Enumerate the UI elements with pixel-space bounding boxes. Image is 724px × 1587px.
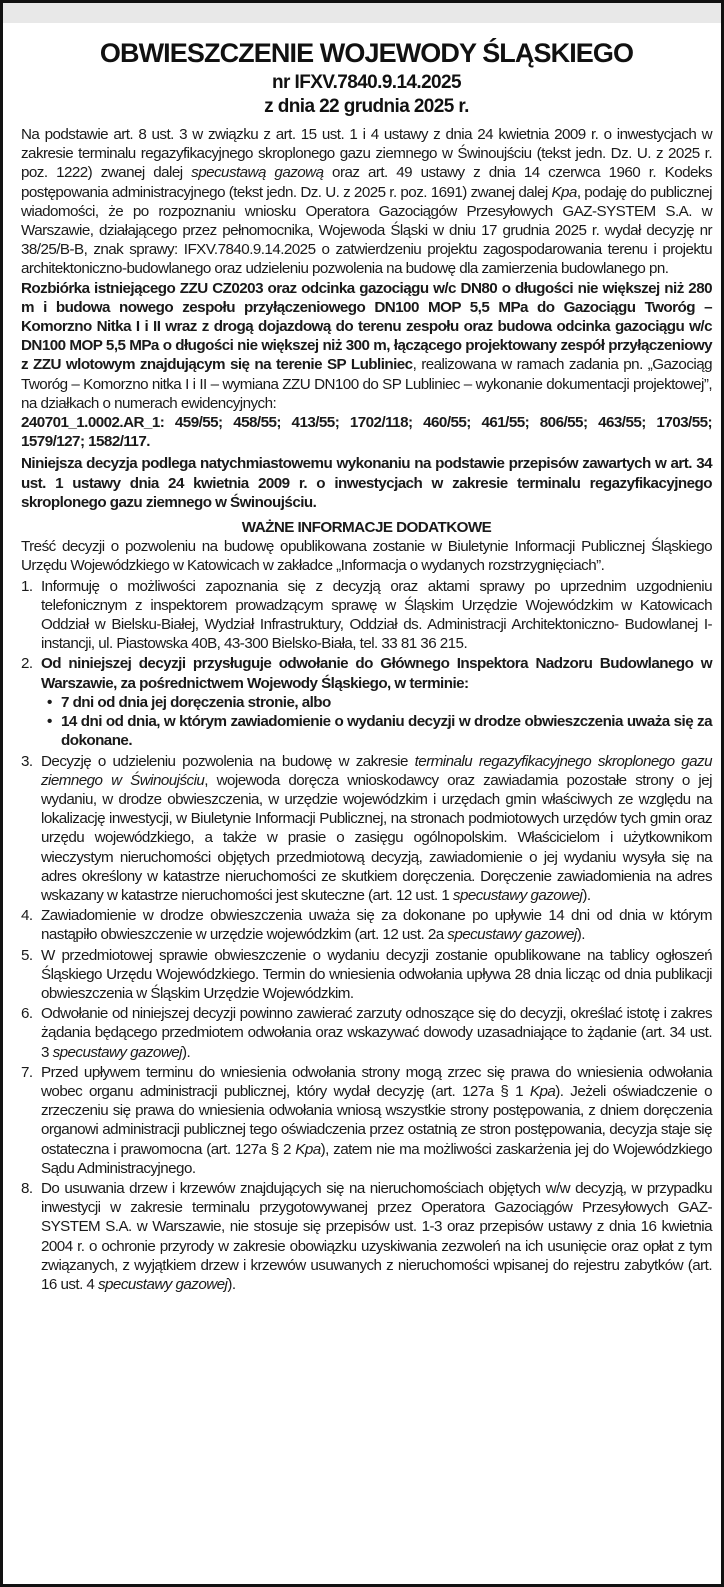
item-text: ). bbox=[582, 886, 591, 904]
project-name: Rozbiórka istniejącego ZZU CZ0203 oraz odcinka gazociągu w/c DN80 o długości nie większej niż 280 m i budowa nowego zespołu przyłączeniowego DN100 MOP 5,5 MPa do Gazociągu Tworóg – Komorzno Nitka I i II wraz z drogą dojazdową do terenu zespołu oraz budowa odcinka gazociągu w/c DN100 MOP 5,5 MPa o długości nie większej niż 300 m, łączącego projektowany zespół przyłączeniowy z ZZU wlotowym znajdującym się na terenie SP Lubliniec bbox=[21, 279, 712, 374]
intro-paragraph bbox=[21, 125, 712, 279]
bullet-item bbox=[41, 693, 712, 712]
item-italic-term: Kpa bbox=[529, 1082, 556, 1100]
item-text: Informuję o możliwości zapoznania się z decyzją oraz aktami sprawy po uprzednim uzgodnieniu telefonicznym z inspektorem prowadzącym sprawę w Śląskim Urzędzie Wojewódzkim w Katowicach Oddział w Bielsku-Białej, Wydział Infrastruktury, Oddział ds. Administracji Architektoniczno- Budowlanej I-instancji, ul. Piastowska 40B, 43-300 Bielsko-Biała, tel. 33 81 36 215. bbox=[41, 577, 712, 653]
item-number: 8. bbox=[21, 1179, 33, 1197]
additional-info-list bbox=[21, 577, 712, 1295]
item-text: Przed upływem terminu do wniesienia odwołania strony mogą zrzec się prawa do wniesienia odwołania wobec organu administracji publicznej, który wydał decyzję (art. 127a § 1 bbox=[41, 1063, 712, 1100]
item-italic-term: specustawy gazowej bbox=[52, 1043, 182, 1061]
item-text: Od niniejszej decyzji przysługuje odwołanie do Głównego Inspektora Nadzoru Budowlanego w Warszawie, za pośrednictwem Wojewody Śląskiego, w terminie: bbox=[41, 655, 712, 692]
parcel-numbers: 240701_1.0002.AR_1: 459/55; 458/55; 413/55; 1702/118; 460/55; 461/55; 806/55; 463/55; 1703/55; 1579/127; 1582/117. bbox=[21, 414, 712, 451]
bullet-text: 7 dni od dnia jej doręczenia stronie, albo bbox=[61, 693, 331, 711]
project-description: , realizowana w ramach zadania pn. „Gazociąg Tworóg – Komorzno nitka I i II – wymiana ZZU DN100 do SP Lubliniec – wykonanie dokumentacji projektowej”, na działkach o numerach ewidencyjnych: bbox=[21, 356, 712, 412]
item-text: ), zatem nie ma możliwości zaskarżenia jej do Wojewódzkiego Sądu Administracyjnego. bbox=[41, 1140, 712, 1177]
item-italic-term: Kpa bbox=[295, 1140, 321, 1158]
item-italic-term: terminalu regazyfikacyjnego skroplonego gazu ziemnego w Świnoujściu bbox=[41, 752, 712, 789]
item-text: Decyzję o udzieleniu pozwolenia na budowę w zakresie bbox=[41, 752, 415, 770]
immediate-execution-note: Niniejsza decyzja podlega natychmiastowemu wykonaniu na podstawie przepisów zawartych w art. 34 ust. 1 ustawy dnia 24 kwietnia 2009 r. o inwestycjach w zakresie terminalu regazyfikacyjnego skroplonego gazu ziemnego w Świnoujściu. bbox=[21, 455, 712, 511]
intro-text: Na podstawie art. 8 ust. 3 w związku z art. 15 ust. 1 i 4 ustawy z dnia 24 kwietnia 2009 r. o inwestycjach w zakresie terminalu regazyfikacyjnego skroplonego gazu ziemnego w Świnoujściu (tekst jedn. Dz. U. z 2025 r. poz. 1222) zwanej dalej bbox=[21, 126, 712, 182]
intro-text: , podaję do publicznej wiadomości, że po rozpoznaniu wniosku Operatora Gazociągów Przesyłowych GAZ-SYSTEM S.A. w Warszawie, działającego przez pełnomocnika, Wojewoda Śląski w dniu 17 grudnia 2025 r. wydał decyzję nr 38/25/B-B, znak sprawy: IFXV.7840.9.14.2025 o zatwierdzeniu projektu zagospodarowania terenu i projektu architektoniczno-budowlanego oraz udzieleniu pozwolenia na budowę dla zamierzenia budowlanego pn. bbox=[21, 183, 712, 278]
notice-content bbox=[3, 23, 721, 1294]
notice-number: nr IFXV.7840.9.14.2025 bbox=[272, 72, 461, 93]
item-italic-term: specustawy gazowej bbox=[452, 886, 583, 904]
list-item-6 bbox=[21, 1004, 712, 1062]
list-item-3 bbox=[21, 752, 712, 906]
item-text: Zawiadomienie w drodze obwieszczenia uważa się za dokonane po upływie 14 dni od dnia w którym nastąpiło obwieszczenie w urzędzie wojewódzkim (art. 12 ust. 2a bbox=[41, 907, 712, 944]
additional-info-lead: Treść decyzji o pozwoleniu na budowę opublikowana zostanie w Biuletynie Informacji Publicznej Śląskiego Urzędu Wojewódzkiego w Katowicach w zakładce „Informacja o wydanych rozstrzygnięciach”. bbox=[21, 538, 712, 575]
intro-italic-term: specustawą gazową bbox=[191, 164, 324, 182]
bullet-text: 14 dni od dnia, w którym zawiadomienie o wydaniu decyzji w drodze obwieszczenia uważa się za dokonane. bbox=[61, 713, 712, 750]
bullet-item bbox=[41, 712, 712, 750]
intro-text: oraz art. 49 ustawy z dnia 14 czerwca 1960 r. Kodeks postępowania administracyjnego (tekst jedn. Dz. U. z 2025 r. poz. 1691) zwanej dalej bbox=[21, 164, 713, 201]
item-number: 1. bbox=[21, 577, 33, 595]
notice-date: z dnia 22 grudnia 2025 r. bbox=[264, 96, 469, 117]
bullet-icon: • bbox=[47, 713, 52, 731]
item-italic-term: specustawy gazowej bbox=[97, 1275, 228, 1293]
list-item-7 bbox=[21, 1063, 712, 1178]
item-number: 2. bbox=[21, 655, 33, 673]
list-item-4 bbox=[21, 906, 712, 944]
bullet-icon: • bbox=[47, 693, 52, 711]
list-item-2 bbox=[21, 654, 712, 750]
item-text: ). Jeżeli oświadczenie o zrzeczeniu się prawa do wniesienia odwołania wniosą wszystkie strony postępowania, z dniem doręczenia organowi administracji publicznej tego oświadczenia przez ostatnią ze stron postępowania, decyzja staje się ostateczna i prawomocna (art. 127a § 2 bbox=[41, 1082, 712, 1158]
list-item-1 bbox=[21, 577, 712, 654]
additional-info-title: WAŻNE INFORMACJE DODATKOWE bbox=[241, 519, 492, 537]
top-strip bbox=[3, 3, 721, 23]
item-number: 6. bbox=[21, 1005, 33, 1023]
item-text: W przedmiotowej sprawie obwieszczenie o wydaniu decyzji zostanie opublikowane na tablicy ogłoszeń Śląskiego Urzędu Wojewódzkiego. Termin do wniesienia odwołania upływa 28 dnia licząc od dnia publikacji obwieszczenia w Śląskim Urzędzie Wojewódzkim. bbox=[41, 946, 712, 1002]
item-number: 5. bbox=[21, 946, 33, 964]
appeal-deadlines bbox=[41, 693, 712, 751]
item-text: Do usuwania drzew i krzewów znajdujących się na nieruchomościach objętych w/w decyzją, w przypadku inwestycji w zakresie terminalu przygotowywanej przez Operatora Gazociągów Przesyłowych GAZ-SYSTEM S.A. w Warszawie, nie stosuje się przepisów ust. 1-3 oraz przepisów ustawy z dnia 16 kwietnia 2004 r. o ochronie przyrody w zakresie obowiązku uzyskiwania zezwoleń na ich usunięcie oraz opłat z tym związanych, z wyjątkiem drzew i krzewów usuwanych z nieruchomości wpisanej do rejestru zabytków (art. 16 ust. 4 bbox=[41, 1179, 712, 1293]
list-item-8 bbox=[21, 1179, 712, 1294]
item-italic-term: specustawy gazowej bbox=[447, 926, 577, 944]
item-number: 3. bbox=[21, 752, 33, 770]
item-text: ). bbox=[576, 926, 585, 944]
notice-title: OBWIESZCZENIE WOJEWODY ŚLĄSKIEGO bbox=[99, 38, 634, 68]
project-paragraph bbox=[21, 279, 712, 413]
item-text: ). bbox=[181, 1043, 191, 1061]
item-text: Odwołanie od niniejszej decyzji powinno zawierać zarzuty odnoszące się do decyzji, określać istotę i zakres żądania będącego przedmiotem odwołania oraz wskazywać dowody uzasadniające to żądanie (art. 34 ust. 3 bbox=[41, 1005, 712, 1061]
item-text: , wojewoda doręcza wnioskodawcy oraz zawiadamia pozostałe strony o jej wydaniu, w drodze obwieszczenia, w urzędzie wojewódzkim i urzędach gmin właściwych ze względu na lokalizację inwestycji, w Biuletynie Informacji Publicznej, na stronach podmiotowych urzędów tych gmin oraz urzędu wojewódzkiego, a także w prasie o zasięgu ogólnopolskim. Właścicielom i użytkownikom wieczystym nieruchomości objętych przedmiotową decyzją, zawiadomienie o jej wydaniu wysyła się na adres określony w katastrze nieruchomości ze skutkiem doręczenia. Doręczenie zawiadomienia na adres wskazany w katastrze nieruchomości jest skuteczne (art. 12 ust. 1 bbox=[41, 771, 712, 904]
item-number: 7. bbox=[21, 1063, 33, 1081]
item-number: 4. bbox=[21, 907, 33, 925]
item-text: ). bbox=[227, 1275, 236, 1293]
list-item-5 bbox=[21, 946, 712, 1004]
intro-italic-term: Kpa bbox=[551, 183, 577, 201]
